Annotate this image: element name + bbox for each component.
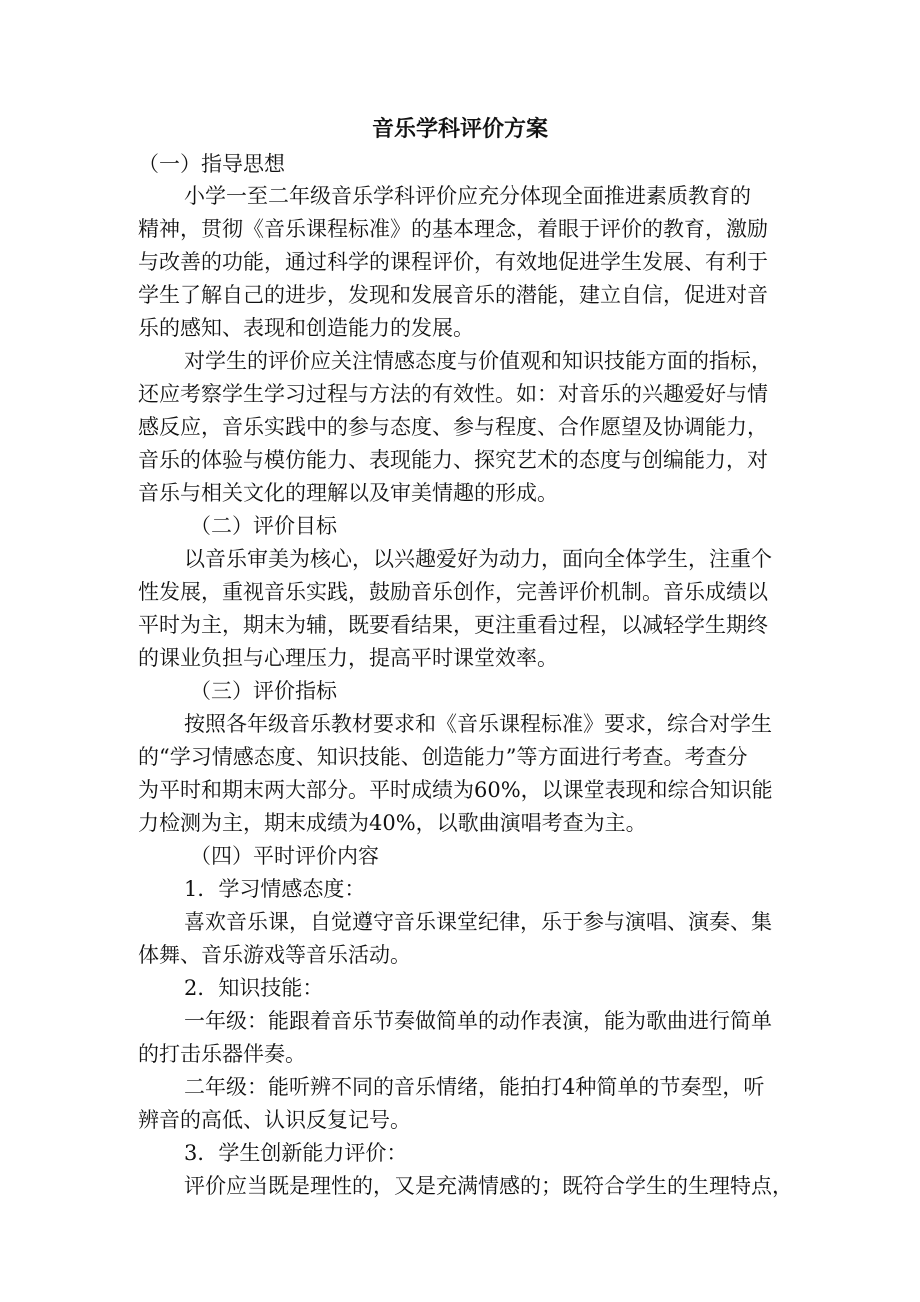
paragraph-line: 小学一至二年级音乐学科评价应充分体现全面推进素质教育的 (184, 184, 751, 208)
heading-evaluation-goals: （二）评价目标 (190, 514, 337, 538)
subheading-knowledge-skills: 2．知识技能： (184, 976, 324, 1000)
paragraph-line: 对学生的评价应关注情感态度与价值观和知识技能方面的指标， (184, 349, 772, 373)
paragraph-line: 体舞、音乐游戏等音乐活动。 (138, 943, 411, 967)
paragraph-line: 还应考察学生学习过程与方法的有效性。如：对音乐的兴趣爱好与情 (138, 382, 768, 406)
paragraph-line: 评价应当既是理性的，又是充满情感的；既符合学生的生理特点， (184, 1174, 793, 1198)
document-title: 音乐学科评价方案 (371, 117, 548, 142)
paragraph-line: 与改善的功能，通过科学的课程评价，有效地促进学生发展、有利于 (138, 250, 768, 274)
paragraph-line: 辨音的高低、认识反复记号。 (138, 1108, 411, 1132)
paragraph-line: 音乐与相关文化的理解以及审美情趣的形成。 (138, 481, 558, 505)
paragraph-line: 性发展，重视音乐实践，鼓励音乐创作，完善评价机制。音乐成绩以 (138, 580, 768, 604)
paragraph-line: 按照各年级音乐教材要求和《音乐课程标准》要求，综合对学生 (184, 712, 772, 736)
paragraph-line: 音乐的体验与模仿能力、表现能力、探究艺术的态度与创编能力，对 (138, 448, 768, 472)
heading-regular-evaluation: （四）平时评价内容 (190, 844, 379, 868)
paragraph-line: 力检测为主，期末成绩为40%，以歌曲演唱考查为主。 (138, 811, 647, 835)
heading-guiding-thought: （一）指导思想 (138, 152, 285, 176)
paragraph-line: 的“学习情感态度、知识技能、创造能力”等方面进行考查。考查分 (138, 745, 748, 769)
subheading-creativity-evaluation: 3．学生创新能力评价： (184, 1141, 408, 1165)
paragraph-line: 乐的感知、表现和创造能力的发展。 (138, 316, 474, 340)
subheading-learning-attitude: 1．学习情感态度： (184, 877, 366, 901)
paragraph-line: 的打击乐器伴奏。 (138, 1042, 306, 1066)
paragraph-line: 二年级：能听辨不同的音乐情绪，能拍打4种简单的节奏型，听 (184, 1075, 765, 1099)
paragraph-line: 一年级：能跟着音乐节奏做简单的动作表演，能为歌曲进行简单 (184, 1009, 772, 1033)
paragraph-line: 的课业负担与心理压力，提高平时课堂效率。 (138, 646, 558, 670)
heading-evaluation-indicators: （三）评价指标 (190, 679, 337, 703)
paragraph-line: 感反应，音乐实践中的参与态度、参与程度、合作愿望及协调能力， (138, 415, 768, 439)
paragraph-line: 为平时和期末两大部分。平时成绩为60%，以课堂表现和综合知识能 (138, 778, 773, 802)
paragraph-line: 精神，贯彻《音乐课程标准》的基本理念，着眼于评价的教育，激励 (138, 217, 768, 241)
paragraph-line: 以音乐审美为核心，以兴趣爱好为动力，面向全体学生，注重个 (184, 547, 772, 571)
paragraph-line: 平时为主，期末为辅，既要看结果，更注重看过程，以减轻学生期终 (138, 613, 768, 637)
paragraph-line: 学生了解自己的进步，发现和发展音乐的潜能，建立自信，促进对音 (138, 283, 768, 307)
paragraph-line: 喜欢音乐课，自觉遵守音乐课堂纪律，乐于参与演唱、演奏、集 (184, 910, 772, 934)
